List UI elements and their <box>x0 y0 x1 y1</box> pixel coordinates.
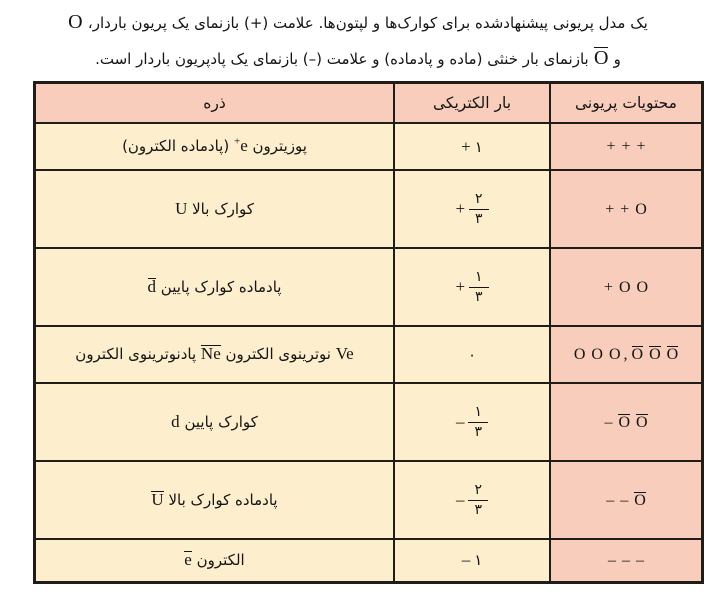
preon-model-table <box>33 81 704 584</box>
preon-neutral-icon: O <box>591 346 603 363</box>
preon-sequence <box>555 490 697 511</box>
header-row <box>35 83 703 124</box>
charge-value <box>399 346 545 364</box>
fraction-denominator: ۳ <box>474 423 483 440</box>
preons-cell <box>550 248 703 326</box>
charge-value <box>399 269 545 306</box>
particle-cell <box>35 248 395 326</box>
preon-sequence <box>555 344 697 365</box>
preon-sequence <box>555 277 697 298</box>
preon-minus-icon: – <box>606 491 615 509</box>
charge-value <box>399 191 545 228</box>
persian-text: پادنوترینوی الکترون <box>75 345 197 364</box>
fraction-denominator: ۳ <box>474 501 483 518</box>
fraction-denominator: ۳ <box>475 288 483 305</box>
preon-minus-icon: – <box>636 551 644 569</box>
preon-sequence <box>555 412 697 433</box>
caption-line-2 <box>0 41 716 77</box>
preon-neutral-antimatter-icon: O <box>631 346 644 363</box>
charge-sign: – <box>455 412 465 431</box>
preons-cell <box>550 461 703 539</box>
charge-cell <box>394 539 550 582</box>
symbol: U <box>175 198 188 218</box>
charge-value <box>399 550 545 570</box>
persian-text: پادماده کوارک پایین <box>160 277 282 296</box>
particle-cell <box>35 461 395 539</box>
charge-fraction <box>468 404 488 441</box>
particle-cell <box>35 383 395 461</box>
preon-neutral-antimatter-icon: O <box>618 413 630 431</box>
preon-neutral-icon: O <box>573 346 586 363</box>
preon-minus-icon: – <box>608 551 616 569</box>
preon-plus-icon: + <box>606 138 616 155</box>
charge-cell <box>394 123 550 170</box>
preon-sequence <box>555 550 697 571</box>
preons-cell <box>550 123 703 170</box>
caption-line-1 <box>0 5 716 41</box>
charge-value <box>399 482 545 519</box>
charge-cell <box>394 170 550 248</box>
charge-cell <box>394 248 550 326</box>
fraction-numerator: ۲ <box>468 482 488 501</box>
comma: , <box>623 346 628 363</box>
particle-cell <box>35 326 395 383</box>
preons-cell <box>550 170 703 248</box>
fraction-numerator: ۱ <box>468 404 488 423</box>
preon-neutral-icon: O <box>636 278 649 296</box>
preons-cell <box>550 539 703 582</box>
preon-sequence <box>555 136 697 157</box>
particle-cell <box>35 539 395 582</box>
preon-minus-icon: – <box>604 413 613 431</box>
preon-plus-icon: + <box>605 200 615 218</box>
preon-neutral-icon: O <box>618 278 631 296</box>
preon-plus-icon: + <box>603 278 613 296</box>
charge-fraction <box>468 482 488 519</box>
symbol-overline: e <box>184 550 192 570</box>
symbol: d <box>171 411 180 431</box>
symbol: +e <box>233 135 248 156</box>
fraction-numerator: ۱ <box>469 269 489 288</box>
preons-cell <box>550 383 703 461</box>
persian-text: پادماده کوارک بالا <box>168 490 278 509</box>
symbol: Ve <box>335 344 354 364</box>
preon-neutral-antimatter-icon: O <box>636 413 648 431</box>
charge-cell <box>394 326 550 383</box>
table-row-down-quark <box>35 383 703 461</box>
preon-minus-icon: – <box>620 491 629 509</box>
charge-sign: – <box>455 490 465 509</box>
table-row-up-quark <box>35 170 703 248</box>
preon-neutral-icon: O <box>608 346 621 363</box>
symbol-overline: U <box>151 489 164 509</box>
preon-neutral-icon: O <box>635 200 647 218</box>
symbol-overline: d <box>147 276 156 296</box>
charge-value <box>399 404 545 441</box>
persian-text: پوزیترون <box>252 137 307 156</box>
charge-fraction <box>469 191 489 228</box>
table-row-anti-down-quark <box>35 248 703 326</box>
charge-cell <box>394 383 550 461</box>
charge-sign: + <box>455 277 466 296</box>
preon-plus-icon: + <box>621 138 631 155</box>
preon-neutral-antimatter-icon: O <box>634 491 646 509</box>
superscript-plus: + <box>233 135 241 148</box>
charge-integer: ۰ <box>467 345 477 364</box>
preon-plus-icon: + <box>636 138 646 155</box>
preon-sequence <box>555 199 697 220</box>
preon-neutral-antimatter-icon: O <box>666 346 679 363</box>
preon-minus-icon: – <box>622 551 630 569</box>
table-row-anti-up-quark <box>35 461 703 539</box>
charge-sign: + <box>455 199 466 218</box>
charge-sign: + <box>461 136 471 156</box>
symbol: O <box>68 11 83 33</box>
symbol-overline: Ne <box>200 344 221 364</box>
fraction-denominator: ۳ <box>475 210 483 227</box>
preon-plus-icon: + <box>620 200 630 218</box>
persian-text: (پادماده الکترون) <box>122 137 230 156</box>
fraction-numerator: ۲ <box>469 191 489 210</box>
persian-text: یک مدل پریونی پیشنهادشده برای کوارک‌ها و لپتون‌ها. علامت (+) بازنمای یک پریون باردار، <box>87 14 648 32</box>
charge-integer: ۱ <box>474 137 483 156</box>
persian-text: الکترون <box>196 551 245 570</box>
persian-text: کوارک پایین <box>184 412 258 431</box>
header-particle: ذره <box>35 83 395 124</box>
charge-cell <box>394 461 550 539</box>
figure-caption <box>0 0 716 77</box>
preons-cell <box>550 326 703 383</box>
table-header <box>35 83 703 124</box>
preon-neutral-antimatter-icon: O <box>649 346 661 363</box>
table-row-electron <box>35 539 703 582</box>
charge-sign: – <box>461 550 471 570</box>
table-row-positron <box>35 123 703 170</box>
charge-integer: ۱ <box>474 551 483 570</box>
header-electric-charge: بار الکتریکی <box>394 83 550 124</box>
charge-fraction <box>469 269 489 306</box>
particle-cell <box>35 170 395 248</box>
persian-text: بازنمای بار خنثی (ماده و پادماده) و علامت (–) بازنمای یک پادپریون باردار است. <box>95 50 589 68</box>
table-row-electron-neutrino <box>35 326 703 383</box>
persian-text: نوترینوی الکترون <box>225 345 331 364</box>
table-body <box>35 123 703 582</box>
header-preon-contents: محتویات پریونی <box>550 83 703 124</box>
charge-value <box>399 137 545 157</box>
particle-cell <box>35 123 395 170</box>
symbol-overline: O <box>593 47 609 69</box>
persian-text: کوارک بالا <box>192 199 254 218</box>
persian-text: و <box>613 50 621 68</box>
